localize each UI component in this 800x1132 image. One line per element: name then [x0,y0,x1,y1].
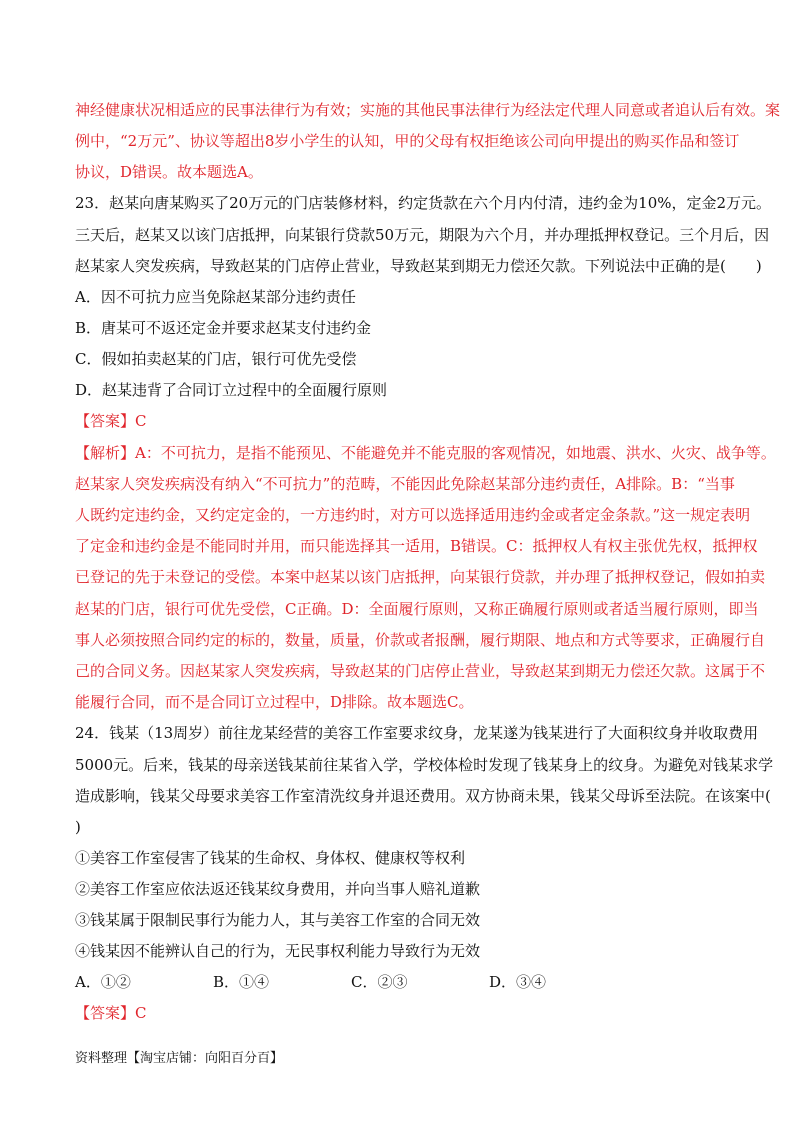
q24-statement-4: ④钱某因不能辨认自己的行为，无民事权利能力导致行为无效 [75,942,481,960]
q23-analysis-line-1: 【解析】A：不可抗力，是指不能预见、不能避免并不能克服的客观情况，如地震、洪水、火灾、战争等。 [75,444,776,462]
q23-option-a: A．因不可抗力应当免除赵某部分违约责任 [75,288,356,306]
q24-choice-b: B．①④ [213,973,270,991]
q23-analysis-line-6: 赵某的门店，银行可优先受偿，C正确。D：全面履行原则，又称正确履行原则或者适当履行原则，即当 [75,600,759,618]
intro-line-2: 例中，“2万元”、协议等超出8岁小学生的认知，甲的父母有权拒绝该公司向甲提出的购买作品和签订 [75,132,740,150]
q24-stem-line-3: 造成影响，钱某父母要求美容工作室清洗纹身并退还费用。双方协商未果，钱某父母诉至法院。在该案中( [75,787,771,805]
q24-stem-line-2: 5000元。后来，钱某的母亲送钱某前往某省入学，学校体检时发现了钱某身上的纹身。为避免对钱某求学 [75,756,774,774]
q24-stem-line-4: ) [75,818,81,836]
q23-analysis-line-5: 已登记的先于未登记的受偿。本案中赵某以该门店抵押，向某银行贷款，并办理了抵押权登记，假如拍卖 [75,568,766,586]
intro-line-3: 协议，D错误。故本题选A。 [75,163,263,181]
q23-stem-line-3: 赵某家人突发疾病，导致赵某的门店停止营业，导致赵某到期无力偿还欠款。下列说法中正确的是( ) [75,257,762,275]
q23-analysis-line-3: 人既约定违约金，又约定定金的，一方违约时，对方可以选择适用违约金或者定金条款。”这一规定表明 [75,506,751,524]
q23-analysis-line-7: 事人必须按照合同约定的标的，数量，质量，价款或者报酬，履行期限、地点和方式等要求，正确履行自 [75,631,766,649]
q24-statement-3: ③钱某属于限制民事行为能力人，其与美容工作室的合同无效 [75,911,481,929]
q23-analysis-line-8: 己的合同义务。因赵某家人突发疾病，导致赵某的门店停止营业，导致赵某到期无力偿还欠款。这属于不 [75,662,766,680]
q23-analysis-line-9: 能履行合同，而不是合同订立过程中，D排除。故本题选C。 [75,693,474,711]
q23-option-d: D．赵某违背了合同订立过程中的全面履行原则 [75,381,388,399]
q23-analysis-line-4: 了定金和违约金是不能同时并用，而只能选择其一适用，B错误。C：抵押权人有权主张优先权，抵押权 [75,537,758,555]
q24-statement-1: ①美容工作室侵害了钱某的生命权、身体权、健康权等权利 [75,849,466,867]
q23-option-b: B．唐某可不返还定金并要求赵某支付违约金 [75,319,372,337]
q24-answer: 【答案】C [75,1004,147,1022]
page-footer: 资料整理【淘宝店铺：向阳百分百】 [75,1051,284,1066]
q23-option-c: C．假如拍卖赵某的门店，银行可优先受偿 [75,350,357,368]
q24-statement-2: ②美容工作室应依法返还钱某纹身费用，并向当事人赔礼道歉 [75,880,481,898]
q24-choice-d: D．③④ [489,973,547,991]
q23-stem-line-2: 三天后，赵某又以该门店抵押，向某银行贷款50万元，期限为六个月，并办理抵押权登记。三个月后，因 [75,226,770,244]
q24-choice-c: C．②③ [351,973,408,991]
q24-stem-line-1: 24．钱某（13周岁）前往龙某经营的美容工作室要求纹身，龙某遂为钱某进行了大面积纹身并收取费用 [75,724,759,742]
q23-analysis-line-2: 赵某家人突发疾病没有纳入“不可抗力”的范畴，不能因此免除赵某部分违约责任，A排除。B：“当事 [75,475,735,493]
q24-choices [75,973,546,991]
q23-stem-line-1: 23．赵某向唐某购买了20万元的门店装修材料，约定货款在六个月内付清，违约金为10%，定金2万元。 [75,194,772,212]
intro-line-1: 神经健康状况相适应的民事法律行为有效；实施的其他民事法律行为经法定代理人同意或者追认后有效。案 [75,101,781,119]
q24-choice-a: A．①② [75,973,131,991]
q23-answer: 【答案】C [75,412,147,430]
